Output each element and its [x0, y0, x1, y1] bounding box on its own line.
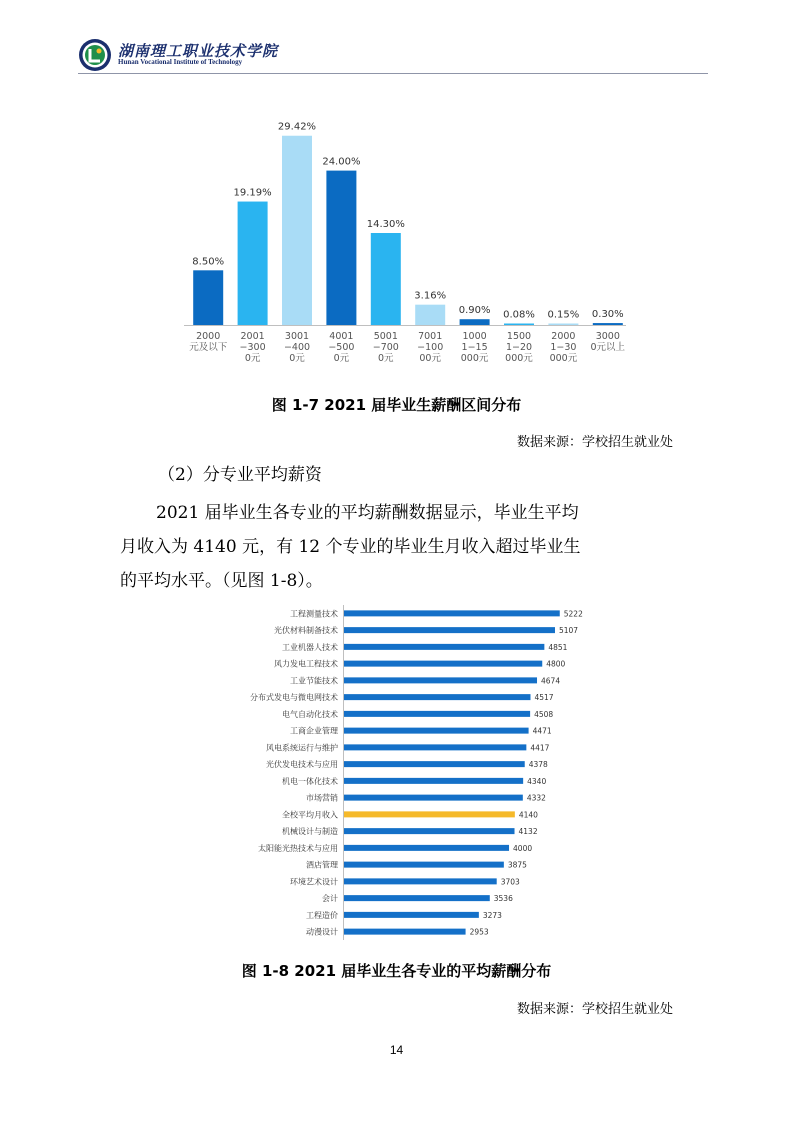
- bar: [343, 627, 555, 633]
- category-label: 2000: [551, 331, 576, 342]
- category-label: −100: [417, 342, 444, 353]
- category-label: 工业机器人技术: [282, 642, 338, 652]
- figure-1-7-source: 数据来源：学校招生就业处: [516, 435, 673, 450]
- bar: [343, 795, 523, 801]
- data-label: 4800: [546, 659, 566, 669]
- bar: [343, 878, 497, 884]
- data-label: 4508: [534, 709, 554, 719]
- category-label: 0元: [289, 353, 305, 364]
- bar: [343, 811, 515, 817]
- data-label: 4132: [518, 827, 538, 837]
- school-logo-icon: [78, 38, 112, 72]
- category-label: 4001: [329, 331, 354, 342]
- figure-1-8-caption: 图 1-8 2021 届毕业生各专业的平均薪酬分布: [241, 962, 552, 980]
- category-label: 光伏发电技术与应用: [266, 760, 338, 770]
- bar: [343, 761, 525, 767]
- data-label: 3273: [482, 910, 502, 920]
- category-label: 风电系统运行与维护: [266, 743, 338, 753]
- figure-1-8-source: 数据来源：学校招生就业处: [516, 1002, 673, 1017]
- category-label: 动漫设计: [306, 927, 338, 937]
- header-divider: [78, 73, 708, 74]
- data-label: 3703: [500, 877, 520, 887]
- bar: [343, 828, 515, 834]
- data-label: 8.50%: [192, 256, 225, 268]
- data-label: 0.30%: [591, 309, 624, 321]
- bar: [193, 270, 223, 325]
- category-label: 5001: [373, 331, 398, 342]
- category-label: 3001: [284, 331, 310, 342]
- bar: [548, 324, 578, 326]
- data-label: 4378: [528, 760, 548, 770]
- data-label: 4851: [548, 642, 568, 652]
- data-label: 3.16%: [414, 290, 447, 302]
- category-label: −400: [283, 342, 311, 353]
- school-name-cn: 湖南理工职业技术学院: [118, 42, 279, 60]
- figure-1-7-caption: 图 1-7 2021 届毕业生薪酬区间分布: [271, 396, 522, 414]
- paragraph-line: 的平均水平。（见图 1-8）。: [120, 571, 323, 591]
- school-name-en: Hunan Vocational Institute of Technology: [118, 58, 243, 66]
- category-label: 电气自动化技术: [282, 709, 338, 719]
- bar: [238, 202, 268, 325]
- bar: [343, 744, 526, 750]
- data-label: 4517: [534, 693, 554, 703]
- paragraph-line: 月收入为 4140 元，有 12 个专业的毕业生月收入超过毕业生: [120, 537, 581, 557]
- category-label: 光伏材料制备技术: [274, 626, 338, 636]
- category-label: 机电一体化技术: [282, 776, 338, 786]
- bar: [593, 323, 623, 325]
- data-label: 4674: [541, 676, 561, 686]
- category-label: 7001: [418, 331, 443, 342]
- bar: [504, 324, 534, 326]
- category-label: 1−15: [461, 342, 488, 353]
- major-salary-chart: [235, 600, 583, 942]
- data-label: 4340: [527, 776, 547, 786]
- bar: [343, 929, 466, 935]
- data-label: 0.90%: [458, 305, 491, 317]
- category-label: 0元: [378, 353, 394, 364]
- data-label: 19.19%: [233, 187, 272, 199]
- data-label: 14.30%: [366, 219, 405, 231]
- category-label: 工程造价: [306, 910, 338, 920]
- bar: [343, 644, 544, 650]
- category-label: 机械设计与制造: [282, 827, 338, 837]
- category-label: 0元以上: [590, 342, 626, 353]
- category-label: −300: [239, 342, 266, 353]
- category-label: 工程测量技术: [290, 609, 338, 619]
- category-label: 3000: [595, 331, 620, 342]
- category-label: 000元: [460, 353, 489, 364]
- category-label: 1−20: [505, 342, 533, 353]
- bar: [343, 728, 529, 734]
- bar: [343, 694, 530, 700]
- bar: [343, 677, 537, 683]
- bar: [326, 171, 356, 325]
- category-label: 2001: [240, 331, 265, 342]
- category-label: 风力发电工程技术: [274, 659, 338, 669]
- section-heading: （2）分专业平均薪资: [158, 465, 322, 485]
- category-label: 元及以下: [189, 342, 228, 353]
- data-label: 3875: [507, 860, 527, 870]
- category-label: 000元: [549, 353, 578, 364]
- data-label: 4471: [532, 726, 552, 736]
- data-label: 0.15%: [547, 309, 580, 321]
- data-label: 29.42%: [277, 121, 317, 133]
- category-label: −500: [328, 342, 355, 353]
- data-label: 4417: [530, 743, 550, 753]
- category-label: 1−30: [550, 342, 577, 353]
- bar: [343, 778, 523, 784]
- bar: [343, 912, 479, 918]
- category-label: 市场营销: [306, 793, 338, 803]
- category-label: 1500: [506, 331, 532, 342]
- category-label: 环境艺术设计: [290, 877, 338, 887]
- data-label: 24.00%: [322, 156, 361, 168]
- bar: [371, 233, 401, 325]
- category-label: 工业节能技术: [290, 676, 338, 686]
- salary-range-chart: [180, 120, 630, 365]
- category-label: 000元: [505, 353, 533, 364]
- data-label: 4140: [518, 810, 538, 820]
- data-label: 4000: [513, 843, 533, 853]
- paragraph-line: 2021 届毕业生各专业的平均薪酬数据显示，毕业生平均: [156, 503, 579, 523]
- bar: [343, 895, 490, 901]
- data-label: 4332: [526, 793, 546, 803]
- section-paragraph: [120, 496, 680, 598]
- bar: [460, 319, 490, 325]
- category-label: 0元: [333, 353, 350, 364]
- bar: [343, 610, 560, 616]
- page-number: 14: [389, 1043, 404, 1057]
- data-label: 3536: [493, 894, 513, 904]
- category-label: 分布式发电与微电网技术: [250, 693, 338, 703]
- data-label: 5222: [563, 609, 583, 619]
- category-label: 0元: [244, 353, 261, 364]
- bar: [343, 711, 530, 717]
- data-label: 5107: [558, 626, 579, 636]
- category-label: 酒店管理: [306, 860, 338, 870]
- category-label: −700: [372, 342, 399, 353]
- category-label: 1000: [462, 331, 487, 342]
- bar: [282, 136, 312, 325]
- category-label: 全校平均月收入: [282, 810, 338, 820]
- category-label: 会计: [322, 894, 338, 904]
- bar: [343, 661, 542, 667]
- category-label: 工商企业管理: [290, 726, 338, 736]
- bar: [343, 862, 504, 868]
- page-header: [78, 38, 708, 74]
- data-label: 2953: [469, 927, 489, 937]
- category-label: 2000: [196, 331, 221, 342]
- category-label: 00元: [419, 353, 441, 364]
- bar: [343, 845, 509, 851]
- data-label: 0.08%: [503, 309, 535, 321]
- bar: [415, 305, 445, 325]
- category-label: 太阳能光热技术与应用: [258, 843, 338, 853]
